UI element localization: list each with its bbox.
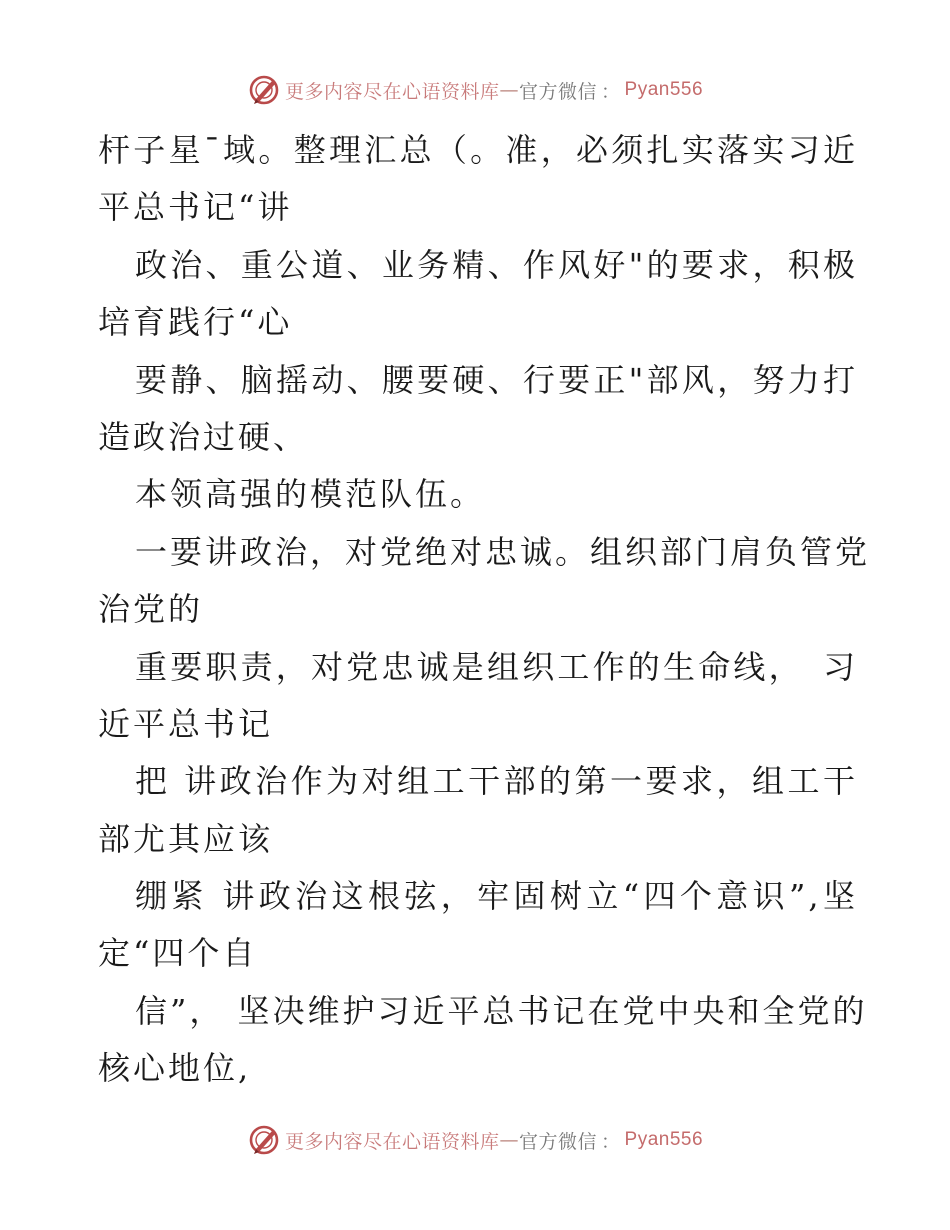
header-watermark-banner [0, 70, 950, 110]
banner-main-text: 更多内容尽在心语资料库 [284, 1130, 500, 1153]
text-line: 近平总书记 [98, 704, 274, 743]
text-line: 治党的 [98, 590, 204, 629]
text-line: 把 讲政治作为对组工干部的第一要求，组工干 [135, 762, 858, 801]
brush-logo-icon [247, 1123, 281, 1157]
banner-separator: ： [601, 80, 621, 103]
banner-brand: 官方微信 [518, 1130, 597, 1153]
text-line: 绷紧 讲政治这根弦，牢固树立“四个意识”,坚 [135, 877, 858, 916]
banner-brand: 官方微信 [518, 80, 597, 103]
text-line: 政治、重公道、业务精、作风好"的要求，积极 [135, 245, 858, 284]
banner-dash: — [499, 79, 519, 101]
text-line: 核心地位, [98, 1049, 252, 1088]
text-line: 信”， 坚决维护习近平总书记在党中央和全党的 [135, 991, 868, 1030]
text-line: 一要讲政治，对党绝对忠诚。组织部门肩负管党 [135, 532, 871, 571]
banner-wechat-id: Pyan556 [624, 79, 704, 100]
text-line: 造政治过硬、 [98, 417, 309, 456]
footer-watermark-banner [0, 1120, 950, 1160]
banner-dash: — [499, 1129, 519, 1151]
banner-separator: ： [601, 1130, 621, 1153]
document-body [98, 122, 871, 1098]
text-line: 部尤其应该 [98, 819, 274, 858]
banner-wechat-id: Pyan556 [624, 1129, 704, 1150]
text-line: 定“四个自 [98, 934, 258, 973]
text-line: 平总书记“讲 [98, 188, 293, 227]
text-line: 培育践行“心 [98, 303, 293, 342]
text-line: 杆子星¯域。整理汇总（。准，必须扎实落实习近 [98, 131, 858, 169]
text-line: 本领高强的模范队伍。 [135, 475, 486, 514]
text-line: 重要职责，对党忠诚是组织工作的生命线， 习 [135, 647, 858, 686]
banner-main-text: 更多内容尽在心语资料库 [284, 80, 500, 103]
text-line: 要静、脑摇动、腰要硬、行要正"部风，努力打 [135, 360, 858, 399]
brush-logo-icon [247, 73, 281, 107]
